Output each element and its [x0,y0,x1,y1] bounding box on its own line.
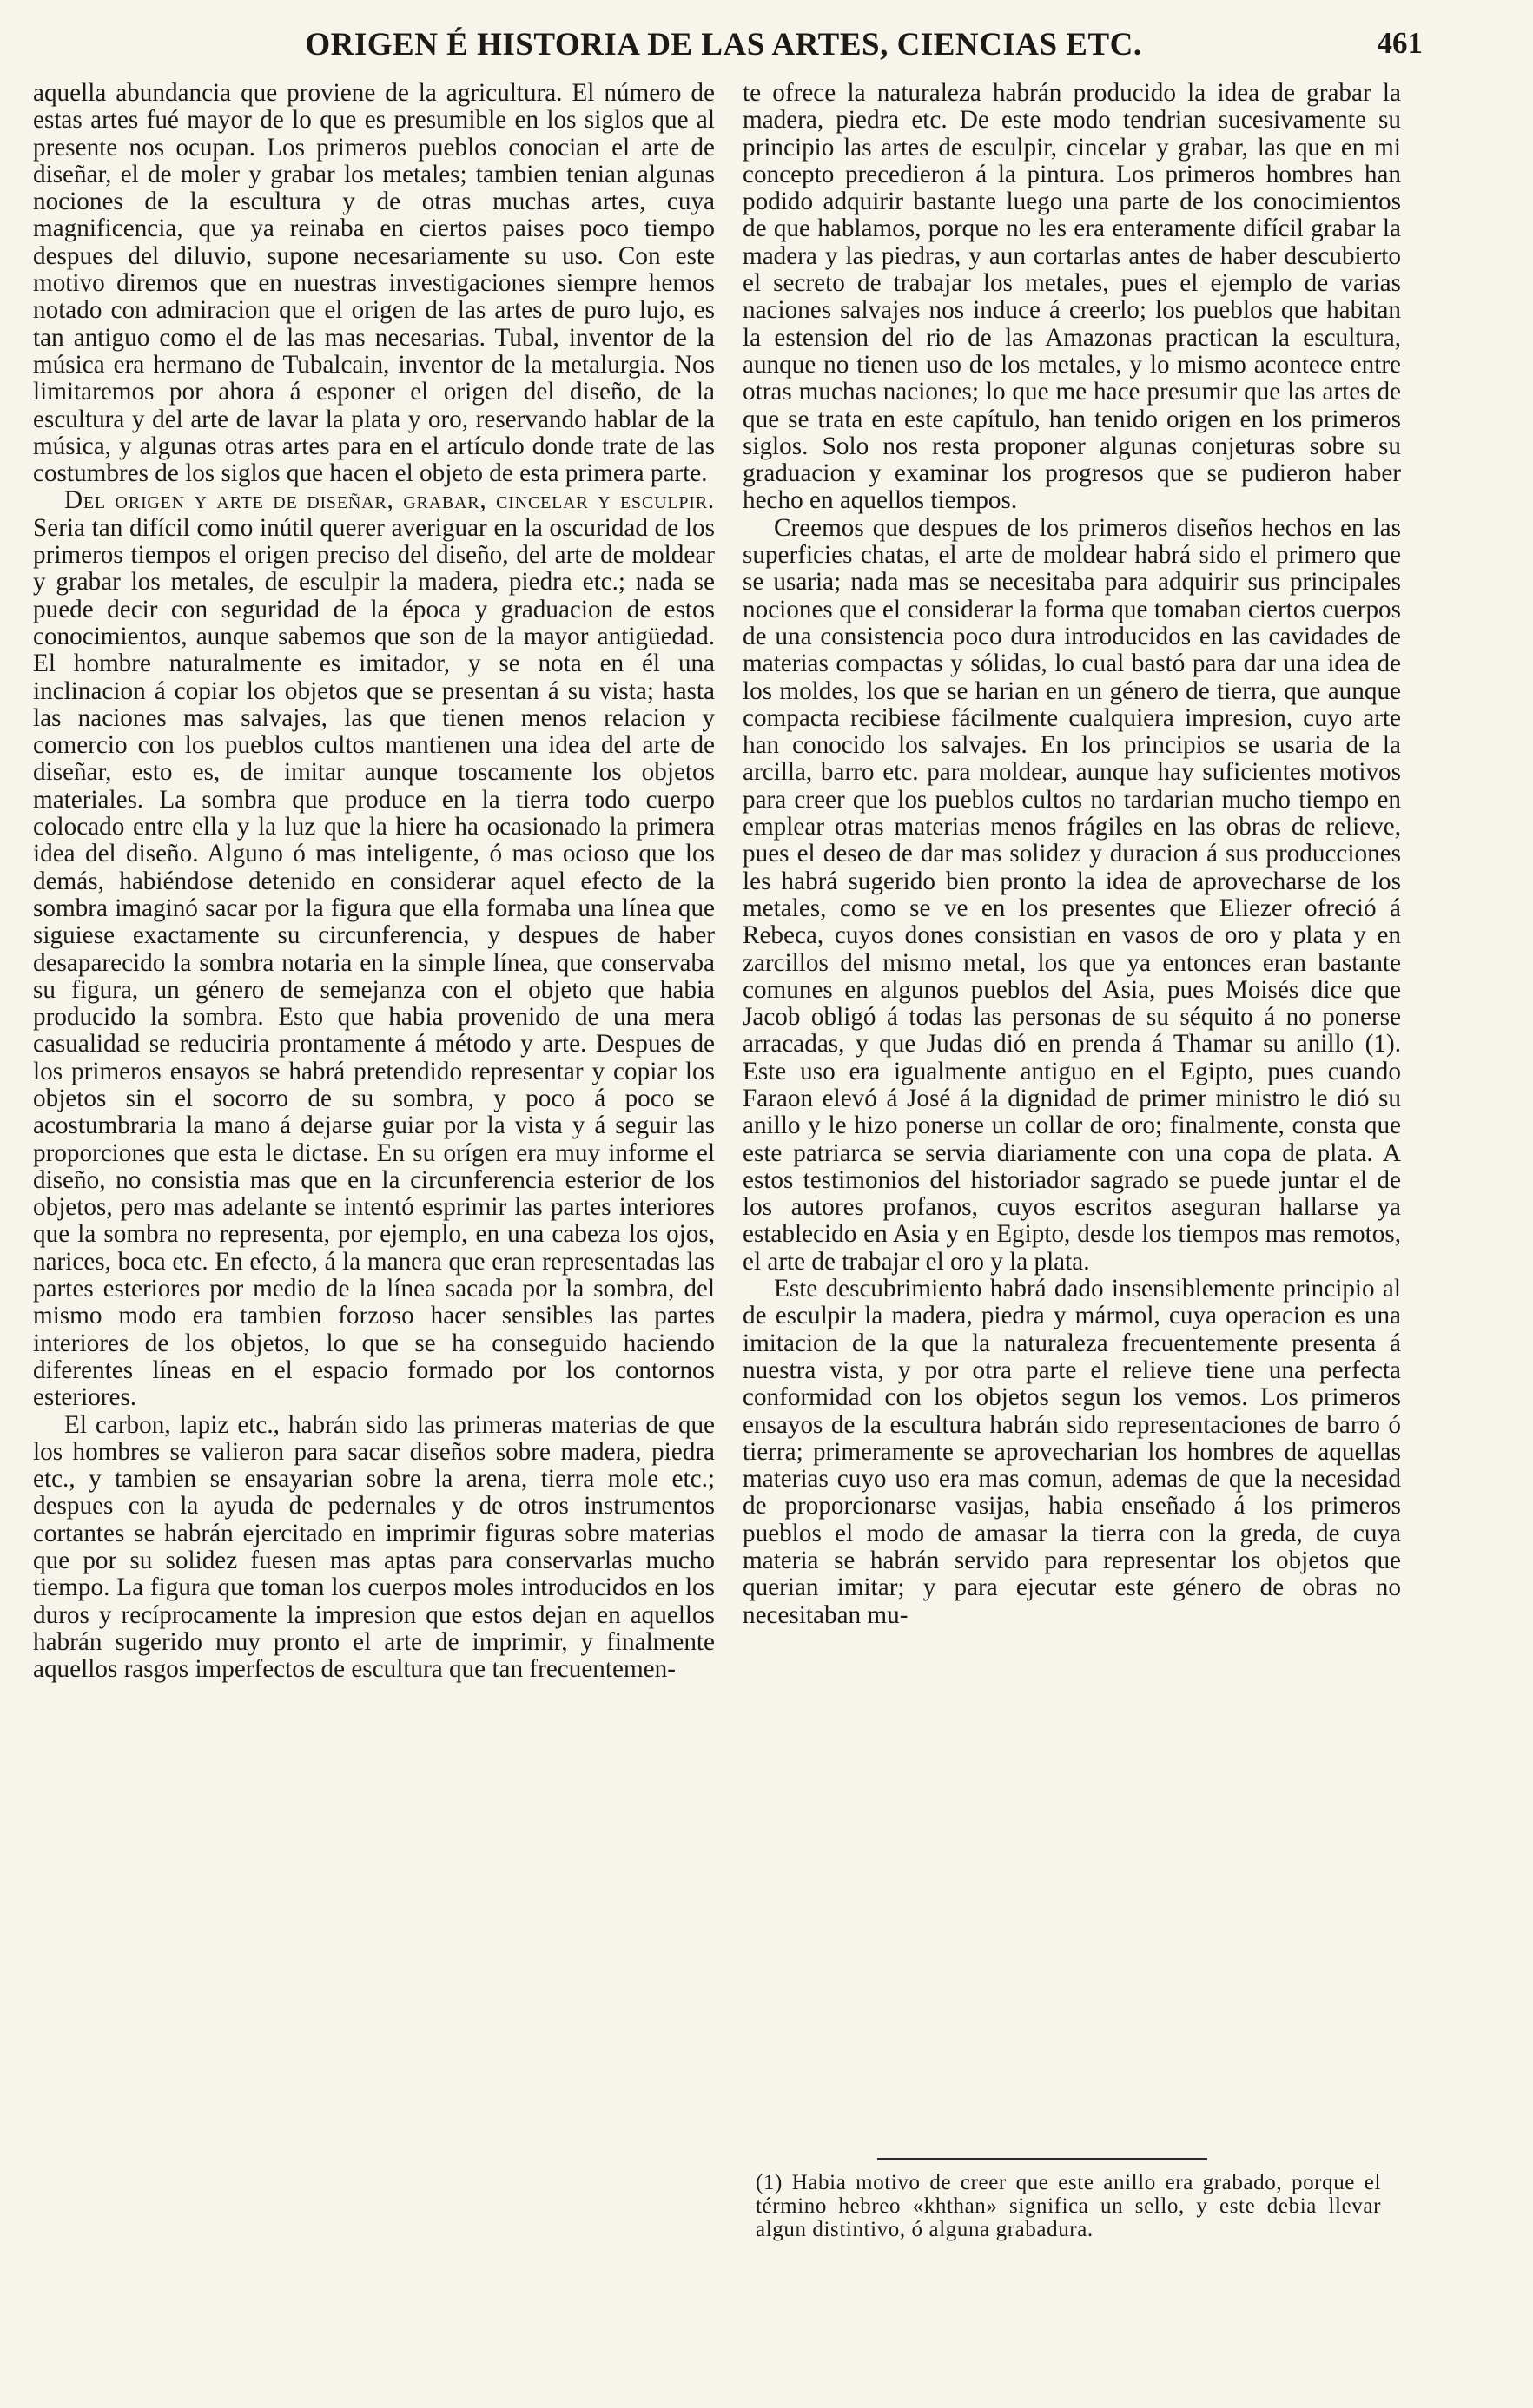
header-title: ORIGEN É HISTORIA DE LAS ARTES, CIENCIAS ETC. [305,27,1142,63]
page-number: 461 [1377,26,1423,60]
paragraph: te ofrece la naturaleza habrán producido la idea de grabar la madera, piedra etc. De este modo tendrian sucesivamente su principio las artes de esculpir, cincelar y grabar, las que en mi concepto precedieron á la pintura. Los primeros hombres han podido adquirir bastante luego una parte de los conocimientos de que hablamos, porque no les era enteramente difícil grabar la madera y las piedras, y aun cortarlas antes de haber descubierto el secreto de trabajar los metales, pues el ejemplo de varias naciones salvajes nos induce á creerlo; los pueblos que habitan la estension del rio de las Amazonas practican la escultura, aunque no tienen uso de los metales, y lo mismo acontece entre otras muchas naciones; lo que me hace presumir que las artes de que se trata en este capítulo, han tenido origen en los primeros siglos. Solo nos resta proponer algunas conjeturas sobre su graduacion y examinar los progresos que se pudieron haber hecho en aquellos tiempos. [743,79,1401,515]
paragraph: El carbon, lapiz etc., habrán sido las primeras materias de que los hombres se valieron para sacar diseños sobre madera, piedra etc., y tambien se ensayarian sobre la arena, tierra mole etc.; despues con la ayuda de pedernales y de otros instrumentos cortantes se habrán ejercitado en imprimir figuras sobre materias que por su solidez fuesen mas aptas para conservarlas mucho tiempo. La figura que toman los cuerpos moles introducidos en los duros y recíprocamente la impresion que estos dejan en aquellos habrán sugerido muy pronto el arte de imprimir, y finalmente aquellos rasgos imperfectos de escultura que tan frecuentemen- [33,1410,715,1684]
paragraph: Este descubrimiento habrá dado insensiblemente principio al de esculpir la madera, piedra y mármol, cuya operacion es una imitacion de la que la naturaleza frecuentemente presenta á nuestra vista, y por otra parte el relieve tiene una perfecta conformidad con los objetos segun los vemos. Los primeros ensayos de la escultura habrán sido representaciones de barro ó tierra; primeramente se aprovecharian los hombres de aquellas materias cuyo uso era mas comun, ademas de que la necesidad de proporcionarse vasijas, habia enseñado á los primeros pueblos el modo de amasar la tierra con la greda, de cuya materia se habrán servido para representar los objetos que querian imitar; y para ejecutar este género de obras no necesitaban mu- [743,1275,1401,1629]
paragraph: aquella abundancia que proviene de la agricultura. El número de estas artes fué mayor de lo que es presumible en los siglos que al presente nos ocupan. Los primeros pueblos conocian el arte de diseñar, el de moler y grabar los metales; tambien tenian algunas nociones de la escultura y de otras muchas artes, cuya magnificencia, que ya reinaba en ciertos paises poco tiempo despues del diluvio, supone necesariamente su uso. Con este motivo diremos que en nuestras investigaciones siempre hemos notado con admiracion que el origen de las artes de puro lujo, es tan antiguo como el de las mas necesarias. Tubal, inventor de la música era hermano de Tubalcain, inventor de la metalurgia. Nos limitaremos por ahora á esponer el origen del diseño, de la escultura y del arte de lavar la plata y oro, reservando hablar de la música, y algunas otras artes para en el artículo donde trate de las costumbres de los siglos que hacen el objeto de esta primera parte. [33,79,715,488]
paragraph-text: Seria tan difícil como inútil querer averiguar en la oscuridad de los primeros tiempos el origen preciso del diseño, del arte de moldear y grabar los metales, de esculpir la madera, piedra etc.; nada se puede decir con seguridad de la época y graduacion de estos conocimientos, aunque sabemos que son de la mayor antigüedad. El hombre naturalmente es imitador, y se nota en él una inclinacion á copiar los objetos que se presentan á su vista; hasta las naciones mas salvajes, las que tienen menos relacion y comercio con los pueblos cultos mantienen una idea del arte de diseñar, esto es, de imitar aunque toscamente los objetos materiales. La sombra que produce en la tierra todo cuerpo colocado entre ella y la luz que la hiere ha ocasionado la primera idea del diseño. Alguno ó mas inteligente, ó mas ocioso que los demás, habiéndose detenido en considerar aquel efecto de la sombra imaginó sacar por la figura que ella formaba una línea que siguiese exactamente su circunferencia, y despues de haber desaparecido la sombra notaria en la simple línea, que conservaba su figura, un género de semejanza con el objeto que habia producido la sombra. Esto que habia provenido de una mera casualidad se reduciria prontamente á método y arte. Despues de los primeros ensayos se habrá pretendido representar y copiar los objetos sin el socorro de su sombra, y poco á poco se acostumbraria la mano á dejarse guiar por la vista y á seguir las proporciones que esta le dictase. En su orígen era muy informe el diseño, no consistia mas que en la circunferencia esterior de los objetos, pero mas adelante se intentó esprimir las partes interiores que la sombra no representa, por ejemplo, en una cabeza los ojos, narices, boca etc. En efecto, á la manera que eran representadas las partes esteriores por medio de la línea sacada por la sombra, del mismo modo era tambien forzoso hacer sensibles las partes interiores de los objetos, lo que se ha conseguido haciendo diferentes líneas en el espacio formado por los contornos esteriores. [33,513,715,1412]
footnote-divider [877,2158,1207,2160]
paragraph: Creemos que despues de los primeros diseños hechos en las superficies chatas, el arte de moldear habrá sido el primero que se usaria; nada mas se necesitaba para adquirir sus principales nociones que el considerar la forma que tomaban ciertos cuerpos de una consistencia poco dura introducidos en las cavidades de materias compactas y sólidas, lo cual bastó para dar una idea de los moldes, los que se harian en un género de tierra, que aunque compacta recibiese fácilmente cualquiera impresion, cuyo arte han conocido los salvajes. En los principios se usaria de la arcilla, barro etc. para moldear, aunque hay suficientes motivos para creer que los pueblos cultos no tardarian mucho tiempo en emplear otras materias menos frágiles en las obras de relieve, pues el deseo de dar mas solidez y duracion á sus producciones les habrá sugerido bien pronto la idea de aprovecharse de los metales, como se ve en los presentes que Eliezer ofreció á Rebeca, cuyos dones consistian en vasos de oro y plata y en zarcillos del mismo metal, los que ya entonces eran bastante comunes en algunos pueblos del Asia, pues Moisés dice que Jacob obligó á todas las personas de su séquito á no ponerse arracadas, y que Judas dió en prenda á Thamar su anillo (1). Este uso era igualmente antiguo en el Egipto, pues cuando Faraon elevó á José á la dignidad de primer ministro le dió su anillo y le hizo ponerse un collar de oro; finalmente, consta que este patriarca se servia diariamente con una copa de plata. A estos testimonios del historiador sagrado se puede juntar el de los autores profanos, cuyos escritos aseguran hallarse ya establecido en Asia y en Egipto, desde los tiempos mas remotos, el arte de trabajar el oro y la plata. [743,513,1401,1276]
right-column [743,80,1401,1629]
section-paragraph [33,487,715,1411]
left-column [33,80,715,1684]
running-header [33,26,1423,69]
section-heading: Del origen y arte de diseñar, grabar, cincelar y esculpir. [64,486,715,515]
footnote: (1) Habia motivo de creer que este anillo era grabado, porque el término hebreo «khthan» significa un sello, y este debia llevar algun distintivo, ó alguna grabadura. [756,2171,1381,2241]
